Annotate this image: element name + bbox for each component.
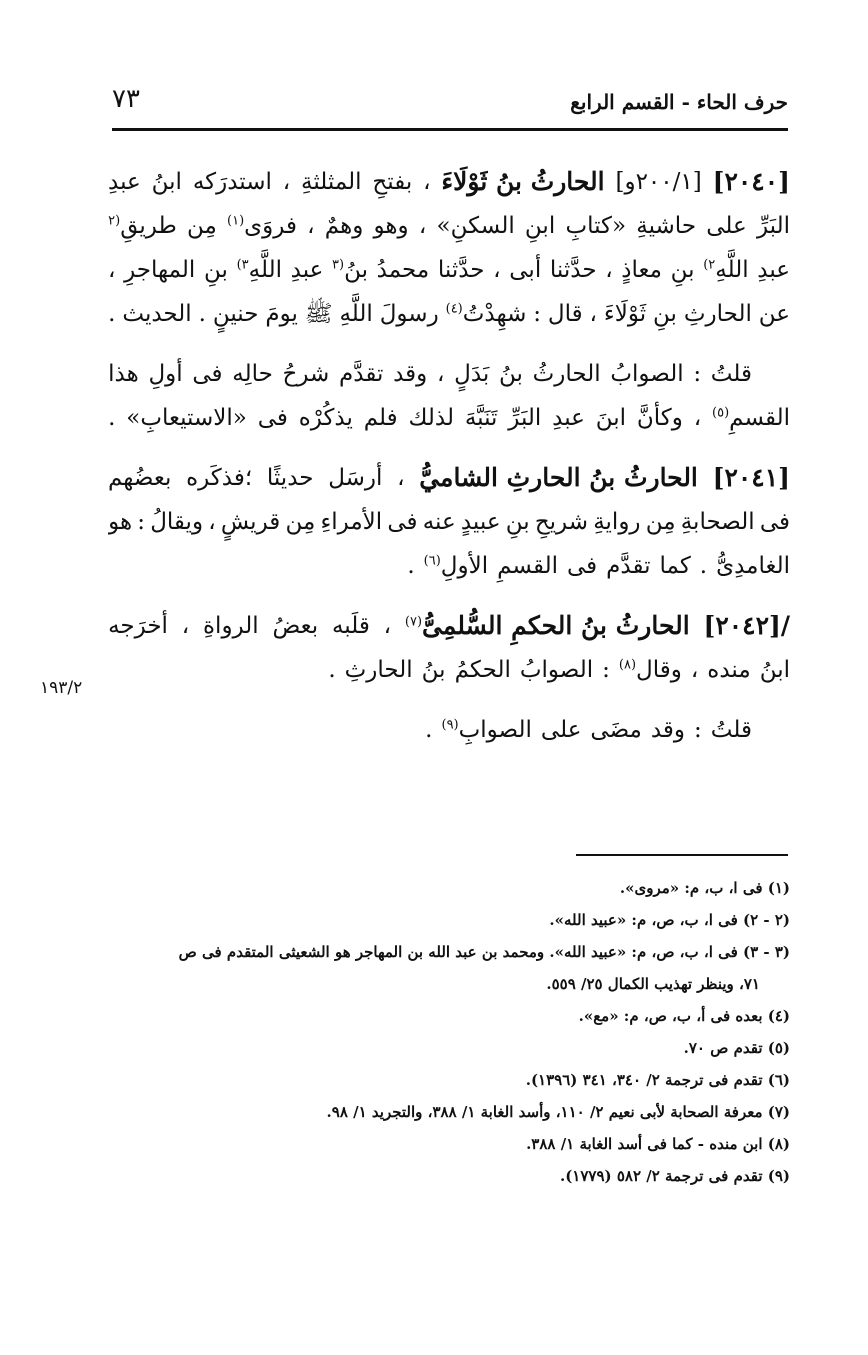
word: اللَّهِ [339,301,373,327]
word: حنينٍ [212,301,259,327]
entry-number: [٢٠٤٠] [712,167,790,196]
entry-2041 [108,456,790,588]
footnote-9: (٩) تقدم فى ترجمة ٢/ ٥٨٢ (١٧٧٩). [559,1167,790,1185]
word: الحكمُ [454,657,511,683]
footnote-separator [576,854,788,856]
word: بنِ [505,509,530,535]
word: فى [192,361,223,387]
entry-name: الحارثُ بنُ الحارثِ الشاميُّ [419,463,698,492]
word: عبيدٍ [460,509,501,535]
footnote-2: (٢ - ٢) فى ا، ب، ص، م: «عبيد الله». [549,911,790,929]
page-number: ٧٣ [112,84,140,114]
comment-2040 [108,352,790,440]
word: على [706,213,747,239]
text-line [108,500,790,544]
entry-2042 [108,604,790,692]
word: . [425,717,433,743]
word: هذا [108,361,139,387]
footnote-marker: (١) [227,213,245,229]
word: بنِ [653,301,677,327]
running-header [112,84,788,128]
word: بعضُهم [108,465,172,491]
word: على [540,717,582,743]
word: منده [707,657,751,683]
word: المثلثةِ [301,169,362,195]
word: ابنِ [524,213,556,239]
word: قلتُ [710,717,752,743]
word: ، [693,405,702,431]
word: : [694,717,702,743]
text-line [108,248,790,292]
word: فلم [363,405,398,431]
text-line [108,544,790,588]
word: ، [493,257,501,283]
word: القسمِ [497,553,558,579]
footnote-marker: ٢) [703,257,716,273]
word-with-footnote [703,248,748,292]
word: وهمٌ [324,213,364,239]
word: شرحُ [282,361,330,387]
word: قلَبه [331,613,370,639]
footnote-1: (١) فى ا، ب، م: «مروى». [619,879,790,897]
word: وقد [650,717,686,743]
word: السكنِ» [436,213,515,239]
word: ويقالُ [150,509,204,535]
word: حدَّثنا [437,257,485,283]
word: . [699,553,708,579]
word: : [137,509,146,535]
word: حالِه [232,361,273,387]
footnotes [100,872,790,1192]
word: وقد [393,361,428,387]
entry-number: /[٢٠٤٢] [703,611,790,640]
footnote-marker: (٧) [404,614,423,630]
word: شهِدْتُ [462,301,527,327]
word: حدَّثنا [549,257,597,283]
paragraph-gap [108,440,790,456]
word: بَدَلٍ [454,361,490,387]
word: أرسَل [328,465,383,491]
word: البَرِّ [756,213,790,239]
word: رسولَ [379,301,439,327]
footnote-marker: (٤) [445,301,463,317]
text-line [108,160,790,204]
word: حديثًا [266,465,314,491]
word: : [602,657,610,683]
word: القسمِ [729,405,790,431]
entry-number: [٢٠٤١] [712,463,790,492]
word-with-footnote [108,204,177,248]
word: كما [659,553,691,579]
word: شريحِ [534,509,589,535]
word: الحديث [122,301,192,327]
word: «الاستيعابِ» [126,405,247,431]
word: قلتُ [710,361,752,387]
footnote-4: (٤) بعده فى أ، ب، ص، م: «مع». [578,1007,790,1025]
footnote-5: (٥) تقدم ص ٧٠. [683,1039,790,1057]
word: بنُ [344,257,369,283]
word: . [108,405,116,431]
word: يذكُرْه [298,405,353,431]
word: أخرَجه [108,613,168,639]
word: بنُ [421,657,446,683]
word: اللَّهِ [248,257,282,283]
word: الأولِ [440,553,489,579]
footnote-marker: (٨) [618,657,637,673]
word: تقدَّم [606,553,651,579]
word-with-footnote [405,604,690,648]
text-line [108,604,790,648]
word: ، [589,301,597,327]
main-text [108,160,790,752]
word-with-footnote [424,544,488,588]
word: معاذٍ [621,257,662,283]
word: وهو [373,213,409,239]
word: ؛فذكَره [186,465,253,491]
word-with-footnote [332,248,368,292]
word: ابنُ [151,169,182,195]
footnote-7: (٧) معرفة الصحابة لأبى نعيم ٢/ ١١٠، وأسد الغابة ١/ ٣٨٨، والتجريد ١/ ٩٨. [326,1103,790,1121]
footnote-marker: (٩) [441,717,459,733]
text-line [108,292,790,336]
entry-name: الحارثُ بنُ ثَوْلَاءَ [441,167,605,196]
footnote-3: (٣ - ٣) فى ا، ب، ص، م: «عبيد الله». ومحمد بن عبد الله بن المهاجر هو الشعيثى المتقدم فى ص [178,943,790,961]
word-with-footnote [712,396,790,440]
word: مِن [285,509,316,535]
word: . [407,553,415,579]
word: . [328,657,336,683]
word: ، [181,613,190,639]
footnote-marker: (٣ [332,257,345,273]
word: عبدِ [757,257,790,283]
word: عبدِ [290,257,324,283]
word: اللَّهِ [715,257,749,283]
footnote-marker: (٥) [712,405,730,421]
word: ، [605,257,613,283]
margin-page-reference: ١٩٣/٢ [40,678,83,698]
text-line [108,204,790,248]
word: مِن [186,213,217,239]
word: عن [758,301,790,327]
word: ، [436,361,445,387]
running-title: حرف الحاء - القسم الرابع [570,90,788,114]
word: طريقِ [120,213,177,239]
text-line [108,648,790,692]
text-line [108,456,790,500]
paragraph-gap [108,336,790,352]
salawat-ligature: ﷺ [304,301,333,327]
word: الحارثُ [532,361,601,387]
word: أولِ [148,361,183,387]
comment-2042 [108,708,790,752]
word: فى [759,509,790,535]
word-with-footnote [227,204,297,248]
word: عبدِ [552,405,585,431]
word: ابنَ [595,405,627,431]
word: فى [257,405,288,431]
word: هو [108,509,133,535]
word-with-footnote [441,708,531,752]
word: ، [418,213,427,239]
word: ، [307,213,315,239]
word: ، [208,509,216,535]
word: لذلك [408,405,454,431]
word: : [693,361,702,387]
word: فى [566,553,598,579]
footnote-marker: ٣) [236,257,249,273]
word: فروَى [244,213,297,239]
word: ، [108,257,116,283]
word: مِن [645,509,676,535]
word: محمدُ [376,257,430,283]
word: «كتابِ [565,213,627,239]
word: الصوابُ [610,361,684,387]
word: فى [387,509,418,535]
word: . [198,301,206,327]
word: مضَى [590,717,642,743]
word: بنِ [203,257,228,283]
word: الحارثِ [344,657,413,683]
word: ، [282,169,291,195]
word: أبى [509,257,542,283]
word: الغامدِىُّ [716,553,790,579]
word: الرواةِ [203,613,259,639]
word: استدرَكه [192,169,272,195]
word: بفتحِ [372,169,413,195]
word: ثَوْلَاءَ [603,301,647,327]
word: المهاجرِ [124,257,196,283]
header-rule [112,128,788,131]
word: روايةِ [593,509,641,535]
word: : [533,301,542,327]
entry-2040 [108,160,790,336]
word: وقال [636,657,682,683]
word: تقدَّم [339,361,384,387]
word: بنُ [499,361,523,387]
word: الصوابِ [458,717,532,743]
paragraph-gap [108,692,790,708]
word: ، [690,657,699,683]
word: ابنُ [759,657,790,683]
word: ، [423,169,431,195]
footnote-3-continued: ٧١، وينظر تهذيب الكمال ٢٥/ ٥٥٩. [546,975,760,993]
paragraph-gap [108,588,790,604]
word: الصوابُ [519,657,594,683]
word: تَنَبَّهَ [464,405,498,431]
footnote-6: (٦) تقدم فى ترجمة ٢/ ٣٤٠، ٣٤١ (١٣٩٦). [525,1071,790,1089]
word-with-footnote [237,248,282,292]
word: ، [397,465,405,491]
text-line [108,708,790,752]
manuscript-folio: [٢٠٠/١و] [615,169,702,195]
word: الأمراءِ [320,509,383,535]
word: قال [547,301,583,327]
text-line [108,352,790,396]
word: بعضُ [272,613,319,639]
footnote-marker: (٦) [423,553,441,569]
word: الصحابةِ [680,509,755,535]
word-with-footnote [446,292,527,336]
footnote-8: (٨) ابن منده - كما فى أسد الغابة ١/ ٣٨٨. [526,1135,790,1153]
word: البَرِّ [508,405,542,431]
word: . [108,301,116,327]
word: وكأنَّ [636,405,683,431]
word: يومَ [265,301,298,327]
word: عنه [422,509,456,535]
word: قريشٍ [220,509,281,535]
word: ، [383,613,392,639]
text-line [108,396,790,440]
entry-name: الحارثُ بنُ الحكمِ السُّلمِىُّ [422,611,690,640]
word: بنِ [670,257,695,283]
word-with-footnote [619,648,682,692]
word: عبدِ [108,169,141,195]
word: حاشيةِ [636,213,697,239]
footnote-marker: (٢ [108,213,121,229]
word: الحارثِ [683,301,752,327]
